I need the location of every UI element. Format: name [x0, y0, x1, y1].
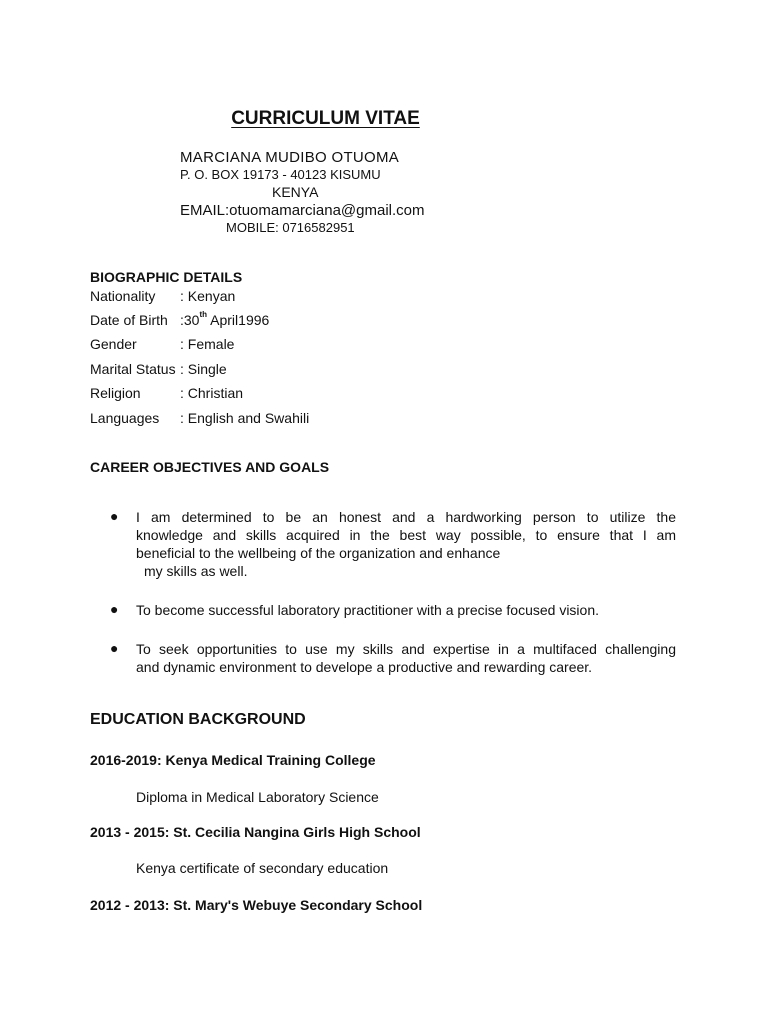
objective-line: beneficial to the wellbeing of the organization and enhance [136, 545, 501, 561]
education-detail: Diploma in Medical Laboratory Science [136, 789, 379, 805]
postal-address: P. O. BOX 19173 - 40123 KISUMU [180, 167, 381, 182]
bio-label: Date of Birth [90, 312, 168, 328]
bullet-icon: ● [110, 640, 119, 656]
bio-row-religion [90, 385, 243, 405]
objective-item [110, 601, 676, 619]
dob-month-year: April1996 [207, 312, 270, 328]
bio-value: : Christian [180, 385, 244, 401]
bullet-icon: ● [110, 508, 119, 524]
bio-row-nationality [90, 288, 235, 308]
bio-row-gender [90, 336, 234, 356]
objective-line: and dynamic environment to develope a productive and rewarding career. [136, 659, 593, 675]
applicant-name: MARCIANA MUDIBO OTUOMA [180, 149, 400, 166]
mobile-number: MOBILE: 0716582951 [226, 220, 355, 235]
objectives-heading: CAREER OBJECTIVES AND GOALS [90, 459, 330, 475]
bio-value: : Kenyan [180, 288, 236, 304]
education-heading: EDUCATION BACKGROUND [90, 711, 306, 728]
biographic-heading: BIOGRAPHIC DETAILS [90, 269, 243, 285]
bio-row-date-of-birth [90, 312, 269, 332]
bio-label: Gender [90, 336, 137, 352]
education-period: 2013 - 2015: St. Cecilia Nangina Girls High School [90, 824, 421, 840]
bio-value: : Single [180, 361, 227, 377]
bio-value: : Female [180, 336, 235, 352]
bio-label: Religion [90, 385, 141, 401]
objective-line: To become successful laboratory practitioner with a precise focused vision. [136, 602, 599, 618]
education-period: 2012 - 2013: St. Mary's Webuye Secondary School [90, 897, 423, 913]
country: KENYA [272, 184, 319, 200]
cv-title: CURRICULUM VITAE [231, 108, 420, 129]
bio-label: Marital Status [90, 361, 176, 377]
education-detail: Kenya certificate of secondary education [136, 860, 389, 876]
bio-value [180, 312, 269, 328]
education-period: 2016-2019: Kenya Medical Training College [90, 752, 376, 768]
objective-line: To seek opportunities to use my skills and expertise in a multifaced challenging [136, 641, 676, 657]
dob-ordinal: th [199, 310, 208, 319]
bio-label: Nationality [90, 288, 156, 304]
objective-line: I am determined to be an honest and a hardworking person to utilize the [136, 509, 676, 525]
objective-line: my skills as well. [144, 563, 248, 579]
email-address: EMAIL:otuomamarciana@gmail.com [180, 202, 425, 219]
objective-item [110, 640, 676, 676]
bio-value: : English and Swahili [180, 410, 310, 426]
bio-row-languages [90, 410, 309, 430]
objective-line: knowledge and skills acquired in the best way possible, to ensure that I am [136, 527, 676, 543]
bullet-icon: ● [110, 601, 119, 617]
objective-item [110, 508, 676, 580]
bio-row-marital-status [90, 361, 227, 381]
dob-day: :30 [180, 312, 200, 328]
bio-label: Languages [90, 410, 160, 426]
